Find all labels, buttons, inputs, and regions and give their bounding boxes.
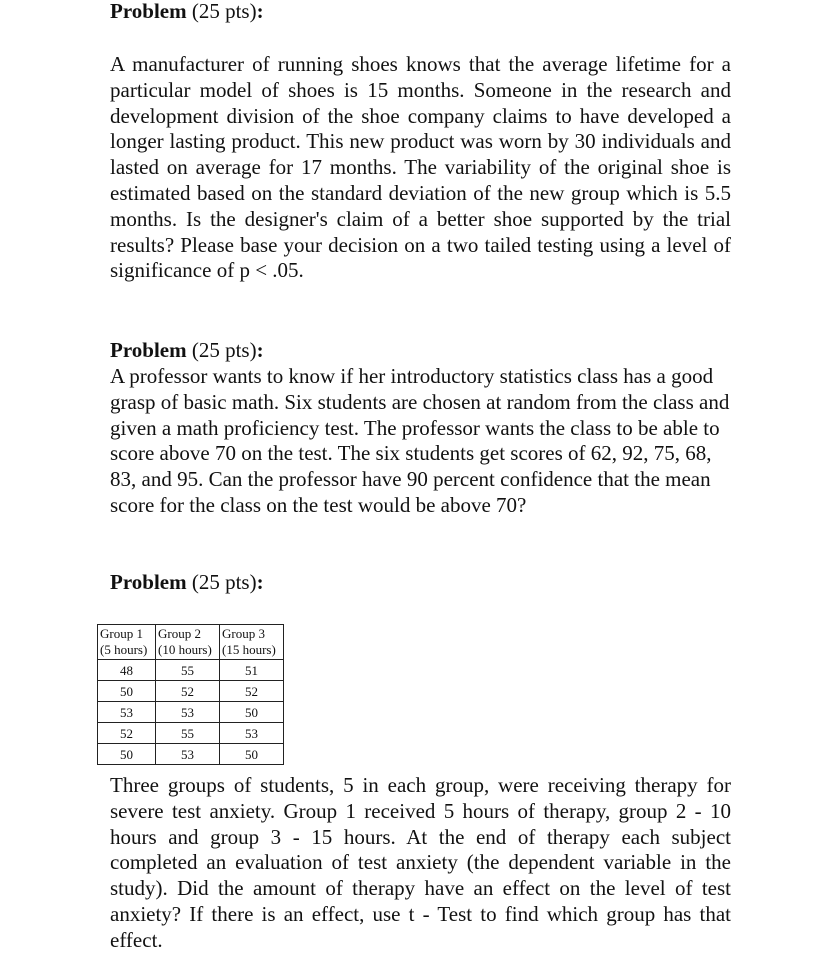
table-cell: 52 [98, 723, 156, 744]
table-cell: 50 [220, 702, 284, 723]
problem-2-colon: : [256, 338, 264, 362]
problem-1-text: A manufacturer of running shoes knows that the average lifetime for a particular model of shoes is 15 months. Someone in the research and development division of the shoe company claims to have developed a longer lasting product. This new product was worn by 30 individuals and lasted on average for 17 months. The variability of the original shoe is estimated based on the standard deviation of the new group which is 5.5 months. Is the designer's claim of a better shoe supported by the trial results? Please base your decision on a two tailed testing using a level of significance of p < .05. [110, 52, 731, 283]
table-cell: 51 [220, 660, 284, 681]
table-cell: 50 [98, 681, 156, 702]
table-row [98, 744, 284, 765]
table-cell: 55 [156, 660, 220, 681]
table-cell: 53 [156, 702, 220, 723]
table-row [98, 723, 284, 744]
table-cell: 55 [156, 723, 220, 744]
problem-1-title: Problem [110, 0, 187, 23]
table-row [98, 660, 284, 681]
table-cell: 50 [220, 744, 284, 765]
problem-1-colon: : [256, 0, 264, 23]
header-group-3-hours: (15 hours) [222, 642, 276, 657]
header-group-1-hours: (5 hours) [100, 642, 148, 657]
problem-1-points: (25 pts) [186, 0, 257, 23]
problem-2-points: (25 pts) [186, 338, 257, 362]
problem-3-colon: : [256, 570, 264, 594]
table-row [98, 681, 284, 702]
problem-2-heading [110, 337, 264, 363]
problem-3-title: Problem [110, 570, 187, 594]
problem-3-points: (25 pts) [186, 570, 257, 594]
header-group-1 [98, 625, 156, 660]
header-group-2-name: Group 2 [158, 626, 201, 641]
header-group-2-hours: (10 hours) [158, 642, 212, 657]
table-cell: 48 [98, 660, 156, 681]
problem-1-heading [110, 0, 264, 24]
problem-3-heading [110, 569, 264, 595]
problem-2-title: Problem [110, 338, 187, 362]
therapy-data-table-container [97, 624, 284, 765]
table-cell: 53 [220, 723, 284, 744]
header-group-1-name: Group 1 [100, 626, 143, 641]
table-cell: 50 [98, 744, 156, 765]
problem-3-text: Three groups of students, 5 in each group, were receiving therapy for severe test anxiety. Group 1 received 5 hours of therapy, group 2 - 10 hours and group 3 - 15 hours. At the end of therapy each subject completed an evaluation of test anxiety (the dependent variable in the study). Did the amount of therapy have an effect on the level of test anxiety? If there is an effect, use t - Test to find which group has that effect. [110, 773, 731, 952]
header-group-3 [220, 625, 284, 660]
header-group-3-name: Group 3 [222, 626, 265, 641]
table-row [98, 702, 284, 723]
table-cell: 52 [156, 681, 220, 702]
table-cell: 53 [98, 702, 156, 723]
header-group-2 [156, 625, 220, 660]
table-cell: 53 [156, 744, 220, 765]
problem-2-text: A professor wants to know if her introductory statistics class has a good grasp of basic math. Six students are chosen at random from the class and given a math proficiency test. The professor wants the class to be able to score above 70 on the test. The six students get scores of 62, 92, 75, 68, 83, and 95. Can the professor have 90 percent confidence that the mean score for the class on the test would be above 70? [110, 364, 730, 517]
table-cell: 52 [220, 681, 284, 702]
therapy-data-table [97, 624, 284, 765]
table-header-row [98, 625, 284, 660]
